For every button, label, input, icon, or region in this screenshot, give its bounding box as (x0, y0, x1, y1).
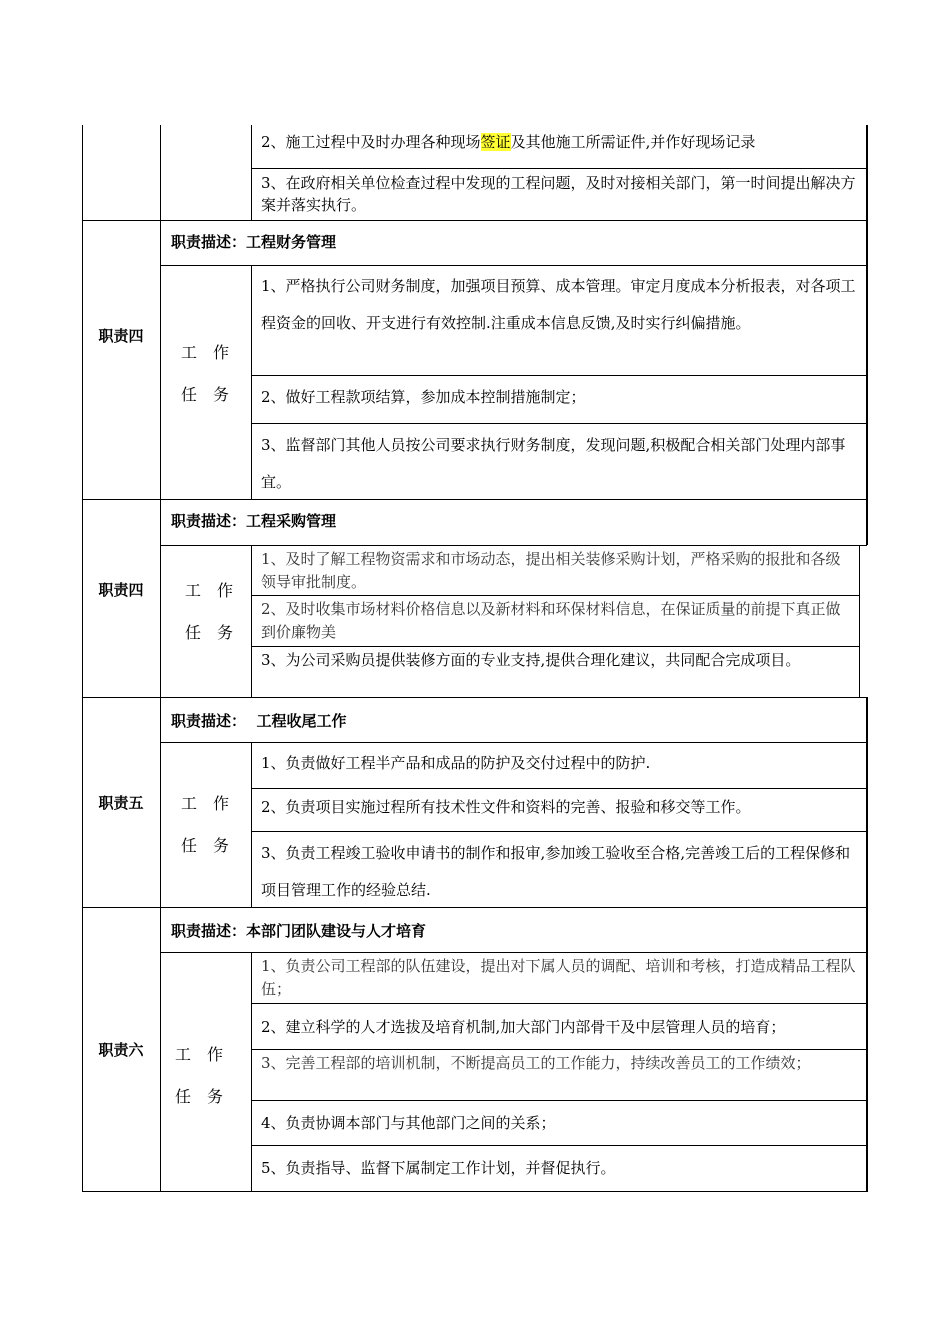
task-item: 1、负责公司工程部的队伍建设，提出对下属人员的调配、培训和考核，打造成精品工程队伍； (261, 957, 856, 998)
table-border-right (866, 499, 868, 545)
row-line (251, 831, 867, 832)
task-label (161, 332, 249, 416)
task-label-line1: 工 作 (180, 343, 229, 362)
task-item: 3、完善工程部的培训机制，不断提高员工的工作能力，持续改善员工的工作绩效； (261, 1054, 811, 1072)
task-item: 1、严格执行公司财务制度，加强项目预算、成本管理。审定月度成本分析报表，对各项工程资金的回收、开支进行有效控制.注重成本信息反馈,及时实行纠偏措施。 (261, 277, 856, 332)
task-label-line2: 任 务 (174, 1087, 223, 1106)
table-border-right-inner (859, 545, 860, 697)
task-label-line2: 任 务 (180, 836, 229, 855)
task-item: 3、监督部门其他人员按公司要求执行财务制度，发现问题,积极配合相关部门处理内部事宜。 (261, 436, 846, 491)
section-description (171, 710, 346, 731)
task-text: 2、施工过程中及时办理各种现场 (261, 133, 481, 151)
section-label: 职责五 (98, 793, 144, 812)
table-border-right (866, 125, 868, 220)
row-line (251, 423, 867, 424)
task-label (161, 783, 249, 867)
table-divider-col2 (251, 742, 252, 907)
task-item: 2、及时收集市场材料价格信息以及新材料和环保材料信息，在保证质量的前提下真正做到价廉物美 (261, 600, 841, 641)
task-item: 3、为公司采购员提供装修方面的专业支持,提供合理化建议，共同配合完成项目。 (261, 651, 801, 669)
table-border-right (866, 697, 868, 907)
row-line (82, 697, 868, 698)
row-line (251, 595, 860, 596)
task-item: 3、在政府相关单位检查过程中发现的工程问题，及时对接相关部门，第一时间提出解决方案并落实执行。 (261, 174, 856, 214)
row-line (160, 952, 867, 953)
row-line (251, 1100, 867, 1101)
row-line (160, 742, 867, 743)
section-description (171, 510, 336, 531)
table-divider-col2 (251, 125, 252, 220)
desc-title: 工程财务管理 (246, 233, 337, 251)
task-label-line2: 任 务 (180, 385, 229, 404)
desc-prefix: 职责描述： (171, 712, 247, 730)
desc-title: 工程收尾工作 (246, 712, 347, 730)
task-label-line1: 工 作 (184, 581, 233, 600)
row-line (160, 545, 867, 546)
section-label: 职责四 (98, 580, 144, 599)
task-item: 3、负责工程竣工验收申请书的制作和报审,参加竣工验收至合格,完善竣工后的工程保修和项目管理工作的经验总结. (261, 844, 851, 899)
row-line (251, 168, 867, 169)
task-text: 及其他施工所需证件,并作好现场记录 (510, 133, 756, 151)
task-item: 5、负责指导、监督下属制定工作计划，并督促执行。 (261, 1159, 616, 1177)
row-line (82, 220, 868, 221)
task-label-line1: 工 作 (174, 1045, 223, 1064)
row-line (160, 265, 867, 266)
task-item: 2、建立科学的人才选拔及培育机制,加大部门内部骨干及中层管理人员的培育； (261, 1018, 786, 1036)
highlighted-text: 签证 (480, 133, 511, 151)
task-item: 2、做好工程款项结算，参加成本控制措施制定； (261, 388, 586, 406)
section-label: 职责四 (98, 326, 144, 345)
table-divider-col2 (251, 265, 252, 499)
desc-prefix: 职责描述： (171, 512, 247, 530)
task-item: 1、负责做好工程半产品和成品的防护及交付过程中的防护. (261, 754, 651, 772)
row-line (251, 788, 867, 789)
section-label: 职责六 (98, 1040, 144, 1059)
task-item: 1、及时了解工程物资需求和市场动态，提出相关装修采购计划，严格采购的报批和各级领导审批制度。 (261, 550, 841, 591)
table-border-bottom (82, 1191, 868, 1192)
task-item (261, 131, 861, 153)
row-line (251, 1145, 867, 1146)
table-divider-col1 (160, 125, 161, 1191)
task-label-line2: 任 务 (184, 623, 233, 642)
desc-title: 本部门团队建设与人才培育 (246, 922, 427, 940)
task-label-line1: 工 作 (180, 794, 229, 813)
row-line (251, 646, 860, 647)
section-description (171, 231, 336, 252)
desc-prefix: 职责描述： (171, 233, 247, 251)
task-item: 2、负责项目实施过程所有技术性文件和资料的完善、报验和移交等工作。 (261, 798, 751, 816)
desc-title: 工程采购管理 (246, 512, 337, 530)
task-label (155, 1034, 243, 1118)
table-border-right (866, 220, 868, 499)
desc-prefix: 职责描述： (171, 922, 247, 940)
row-line (251, 375, 867, 376)
section-description (171, 920, 426, 941)
row-line (251, 1003, 867, 1004)
row-line (251, 1049, 867, 1050)
table-divider-col2 (251, 952, 252, 1191)
task-label (165, 570, 253, 654)
task-item: 4、负责协调本部门与其他部门之间的关系； (261, 1114, 556, 1132)
